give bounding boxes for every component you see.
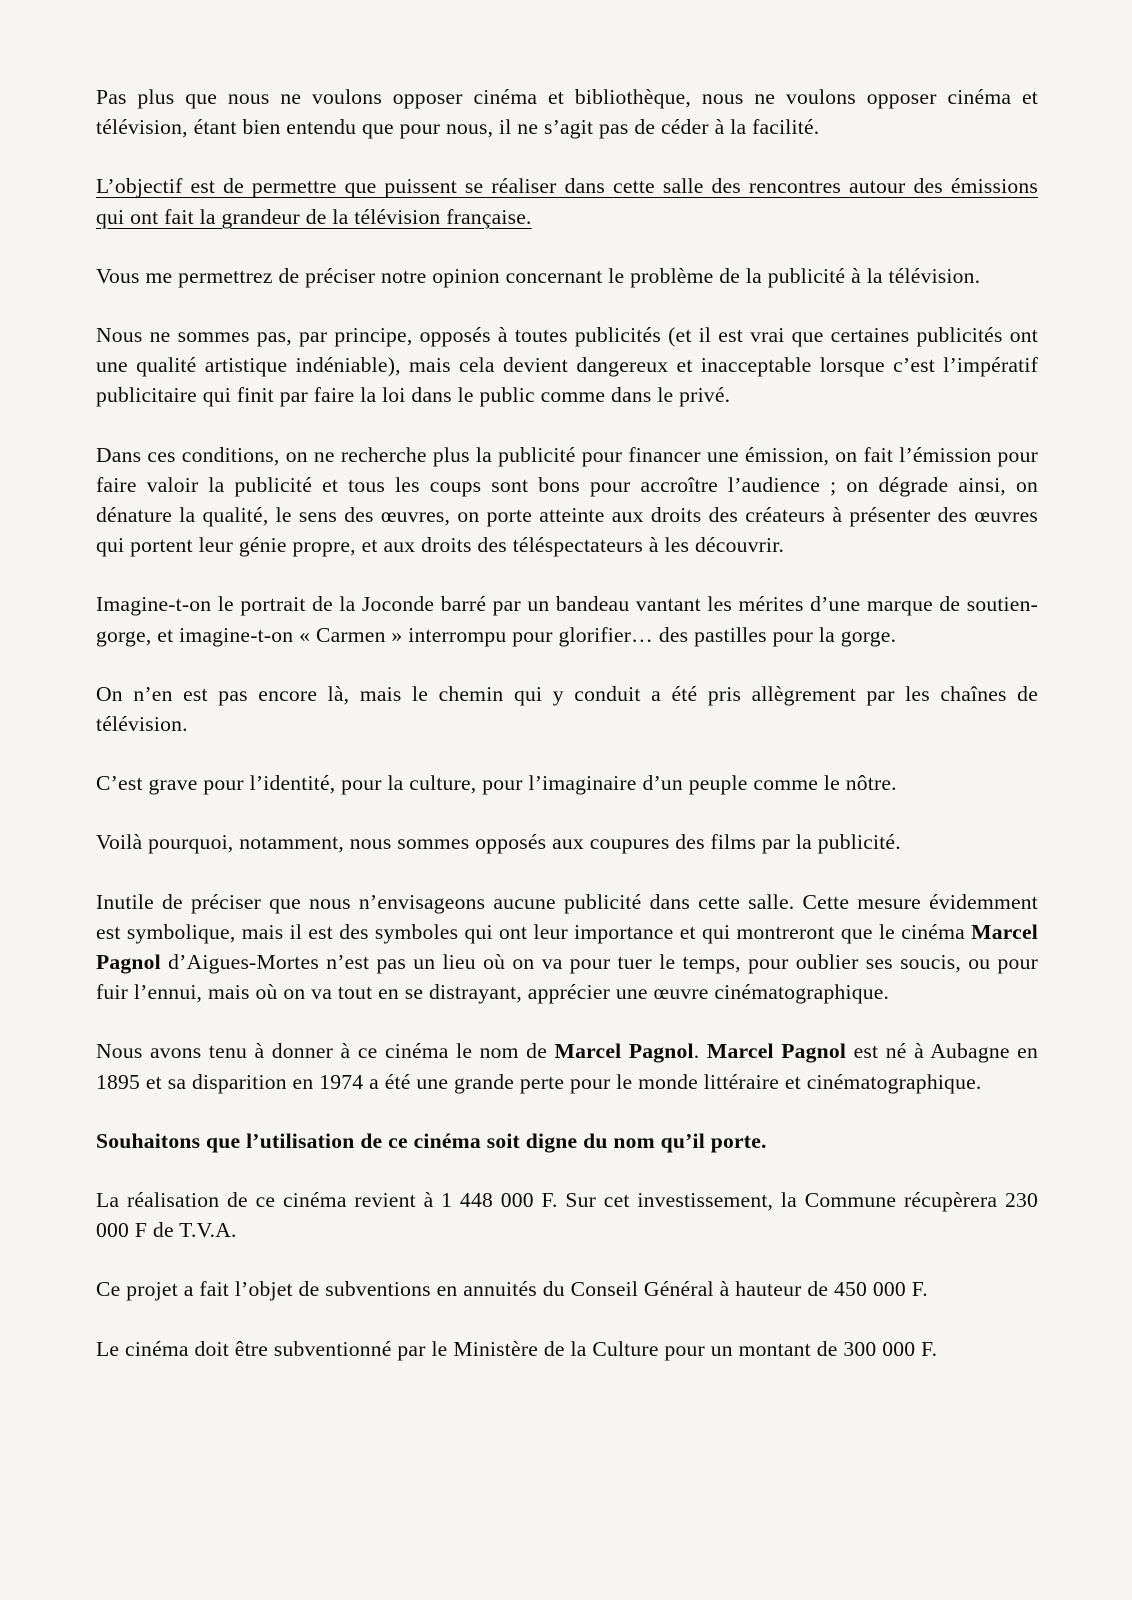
- proper-noun: Marcel Pagnol: [96, 919, 1038, 975]
- paragraph-10: Inutile de préciser que nous n’envisageons aucune publicité dans cette salle. Cette mesure évidemment est symbolique, mais il est des symboles qui ont leur importance et qui montreront que le cinéma Marcel Pagnol d’Aigues-Mortes n’est pas un lieu où on va pour tuer le temps, pour oublier ses soucis, ou pour fuir l’ennui, mais où on va tout en se distrayant, apprécier une œuvre cinématographique.: [96, 889, 1038, 1005]
- proper-noun: Marcel Pagnol: [706, 1039, 847, 1064]
- paragraph-12-wish: Souhaitons que l’utilisation de ce cinéma soit digne du nom qu’il porte.: [96, 1128, 767, 1153]
- paragraph-14-subsidy-conseil-general: Ce projet a fait l’objet de subventions en annuités du Conseil Général à hauteur de 450 000 F.: [96, 1277, 928, 1302]
- paragraph-9: Voilà pourquoi, notamment, nous sommes opposés aux coupures des films par la publicité.: [96, 830, 901, 855]
- paragraph-1: Pas plus que nous ne voulons opposer cinéma et bibliothèque, nous ne voulons opposer cinéma et télévision, étant bien entendu que pour nous, il ne s’agit pas de céder à la facilité.: [96, 85, 1038, 140]
- proper-noun: Marcel Pagnol: [554, 1039, 694, 1064]
- paragraph-3: Vous me permettrez de préciser notre opinion concernant le problème de la publicité à la télévision.: [96, 263, 981, 288]
- document-body: [96, 82, 1038, 1364]
- paragraph-15-subsidy-ministere: Le cinéma doit être subventionné par le Ministère de la Culture pour un montant de 300 000 F.: [96, 1336, 938, 1361]
- paragraph-6: Imagine-t-on le portrait de la Joconde barré par un bandeau vantant les mérites d’une marque de soutien-gorge, et imagine-t-on « Carmen » interrompu pour glorifier… des pastilles pour la gorge.: [96, 592, 1038, 647]
- paragraph-4: Nous ne sommes pas, par principe, opposés à toutes publicités (et il est vrai que certaines publicités ont une qualité artistique indéniable), mais cela devient dangereux et inacceptable lorsque c’est l’impératif publicitaire qui finit par faire la loi dans le public comme dans le privé.: [96, 323, 1038, 408]
- paragraph-5: Dans ces conditions, on ne recherche plus la publicité pour financer une émission, on fait l’émission pour faire valoir la publicité et tous les coups sont bons pour accroître l’audience ; on dégrade ainsi, on dénature la qualité, le sens des œuvres, on porte atteinte aux droits des créateurs à présenter des œuvres qui portent leur génie propre, et aux droits des téléspectateurs à les découvrir.: [96, 442, 1038, 558]
- paragraph-7: On n’en est pas encore là, mais le chemin qui y conduit a été pris allègrement par les chaînes de télévision.: [96, 681, 1038, 737]
- paragraph-11: Nous avons tenu à donner à ce cinéma le nom de Marcel Pagnol. Marcel Pagnol est né à Aubagne en 1895 et sa disparition en 1974 a été une grande perte pour le monde littéraire et cinématographique.: [96, 1039, 1038, 1094]
- paragraph-13-cost: La réalisation de ce cinéma revient à 1 448 000 F. Sur cet investissement, la Commune récupèrera 230 000 F de T.V.A.: [96, 1188, 1038, 1243]
- paragraph-2-objective: L’objectif est de permettre que puissent se réaliser dans cette salle des rencontres autour des émissions qui ont fait la grandeur de la télévision française.: [96, 174, 1038, 229]
- paragraph-8: C’est grave pour l’identité, pour la culture, pour l’imaginaire d’un peuple comme le nôtre.: [96, 771, 897, 796]
